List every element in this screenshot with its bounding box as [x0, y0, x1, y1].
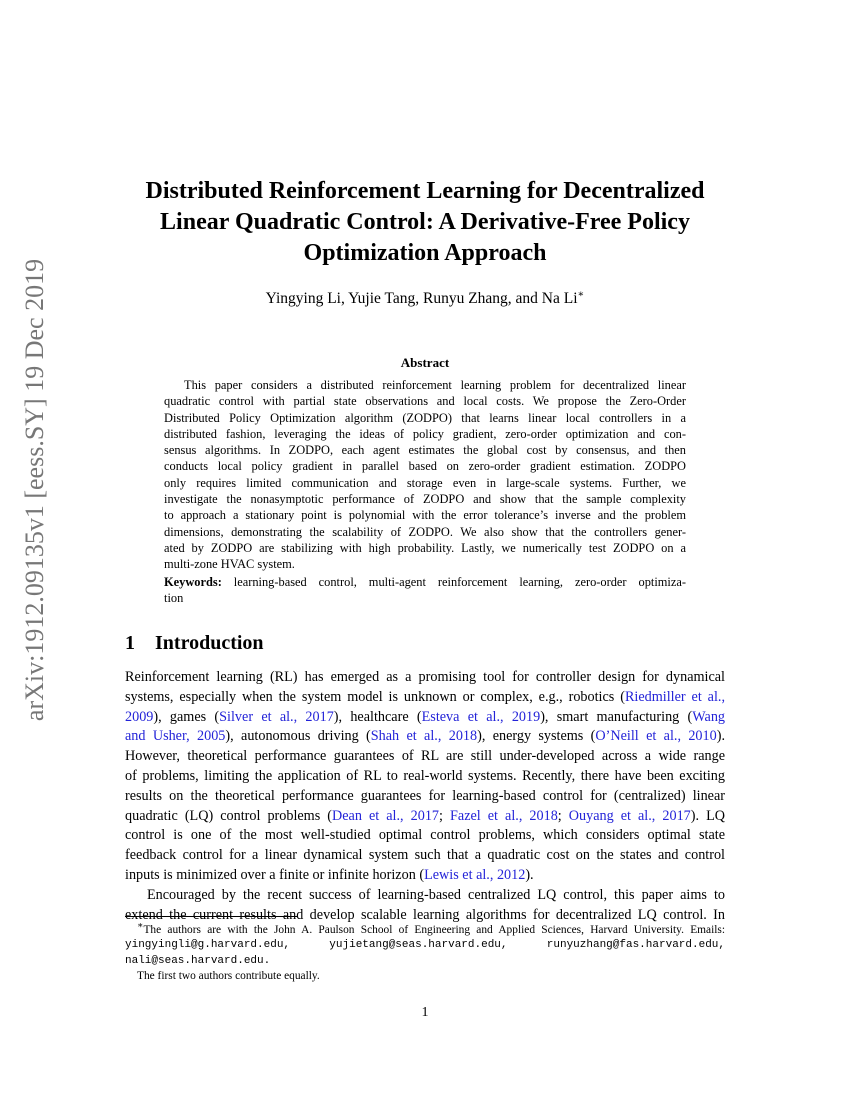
citation-link[interactable]: Riedmiller et al.,: [624, 688, 725, 705]
section-title: Introduction: [155, 632, 264, 654]
body-line: systems, especially when the system model is unknown or complex, e.g., robotics (Riedmiller et al.,: [125, 688, 725, 705]
citation-link[interactable]: Wang: [692, 708, 726, 725]
arxiv-identifier-stamp: arXiv:1912.09135v1 [eess.SY] 19 Dec 2019: [20, 258, 49, 722]
citation-link[interactable]: Dean et al., 2017: [332, 807, 440, 824]
title-line: Linear Quadratic Control: A Derivative-Free Policy: [160, 209, 690, 235]
abstract-line: sensus algorithms. In ZODPO, each agent estimates the global cost by consensus, and then: [164, 443, 686, 458]
abstract-line: Distributed Policy Optimization algorithm (ZODPO) that learns linear local controllers in a: [164, 410, 686, 425]
abstract-line: This paper considers a distributed reinforcement learning problem for decentralized linear: [184, 378, 686, 392]
body-line: and Usher, 2005), autonomous driving (Shah et al., 2018), energy systems (O’Neill et al., 2010).: [125, 728, 725, 745]
footnote-mark: ∗: [137, 921, 144, 931]
author-footnote-mark: ∗: [577, 289, 585, 300]
citation-link[interactable]: 2009: [125, 708, 154, 725]
footnote-line: ∗The authors are with the John A. Paulson School of Engineering and Applied Sciences, Harvard University. Emails:: [137, 921, 725, 936]
page-number: 1: [421, 1005, 429, 1020]
body-line: results on the theoretical performance guarantees for learning-based control for (centralized) linear: [125, 787, 725, 804]
body-line: quadratic (LQ) control problems (Dean et al., 2017; Fazel et al., 2018; Ouyang et al., 2017). LQ: [125, 807, 725, 824]
body-line: extend the current results and develop scalable learning algorithms for decentralized LQ control. In: [125, 906, 725, 923]
footnote-line: The first two authors contribute equally.: [137, 970, 320, 983]
author-names: Yingying Li, Yujie Tang, Runyu Zhang, and Na Li: [265, 290, 578, 308]
title-line: Distributed Reinforcement Learning for Decentralized: [145, 178, 705, 204]
citation-link[interactable]: Lewis et al., 2012: [424, 866, 526, 883]
body-line: However, theoretical performance guarantees of RL are still under-developed across a wide range: [125, 748, 725, 765]
title-line: Optimization Approach: [303, 240, 547, 266]
keywords-text-cont: tion: [164, 591, 184, 606]
abstract-line: conducts local policy gradient in parallel based on zero-order gradient estimation. ZODPO: [164, 459, 686, 474]
section-number: 1: [125, 632, 135, 654]
footnote-emails: nali@seas.harvard.edu.: [125, 954, 271, 967]
body-line: Encouraged by the recent success of learning-based centralized LQ control, this paper aims to: [147, 886, 725, 903]
citation-link[interactable]: Fazel et al., 2018: [450, 807, 558, 824]
citation-link[interactable]: Silver et al., 2017: [219, 708, 334, 725]
body-line: inputs is minimized over a finite or infinite horizon (Lewis et al., 2012).: [125, 866, 534, 883]
abstract-body: [164, 377, 686, 573]
abstract-line: investigate the nonasymptotic performance of ZODPO and show that the sample complexity: [164, 492, 686, 507]
footnote-emails: yingyingli@g.harvard.edu, yujietang@seas.harvard.edu, runyuzhang@fas.harvard.edu,: [125, 939, 725, 952]
author-list: [125, 285, 725, 309]
keywords: [164, 574, 686, 607]
body-line: feedback control for a linear dynamical system such that a quadratic cost on the states and control: [125, 847, 725, 864]
abstract-line: multi-zone HVAC system.: [164, 557, 295, 572]
paper-title: [125, 176, 725, 269]
citation-link[interactable]: Shah et al., 2018: [370, 728, 478, 745]
footnotes: [125, 919, 725, 984]
abstract-heading: Abstract: [400, 355, 450, 370]
abstract-line: distributed fashion, leveraging the ideas of policy gradient, zero-order optimization and con-: [164, 426, 686, 441]
body-line: control is one of the most well-studied optimal control problems, which considers optimal state: [125, 827, 725, 844]
citation-link[interactable]: Esteva et al., 2019: [421, 708, 541, 725]
abstract-line: ated by ZODPO are stabilizing with high probability. Lastly, we numerically test ZODPO on a: [164, 540, 686, 555]
abstract-line: quadratic control with partial state observations and local costs. We propose the Zero-Order: [164, 394, 686, 409]
abstract-line: to approach a stationary point is polynomial with the error tolerance’s inverse and the problem: [164, 508, 686, 523]
keywords-text: learning-based control, multi-agent reinforcement learning, zero-order optimiza-: [233, 575, 686, 589]
citation-link[interactable]: O’Neill et al., 2010: [595, 728, 717, 745]
body-line: 2009), games (Silver et al., 2017), healthcare (Esteva et al., 2019), smart manufacturing (Wang: [125, 708, 726, 725]
section-heading: [125, 632, 264, 655]
body-line: Reinforcement learning (RL) has emerged as a promising tool for controller design for dynamical: [125, 669, 725, 685]
citation-link[interactable]: Ouyang et al., 2017: [568, 807, 691, 824]
abstract-line: dimensions, demonstrating the scalability of ZODPO. We also show that the controllers gener-: [164, 524, 686, 539]
abstract-line: only requires limited communication and storage even in large-scale systems. Further, we: [164, 475, 686, 490]
citation-link[interactable]: and Usher, 2005: [125, 728, 226, 745]
footnote-rule: [125, 916, 297, 917]
body-line: of problems, limiting the application of RL to real-world systems. Recently, there have been exciting: [125, 767, 725, 784]
introduction-body: [125, 668, 725, 925]
keywords-label: Keywords:: [164, 575, 222, 589]
